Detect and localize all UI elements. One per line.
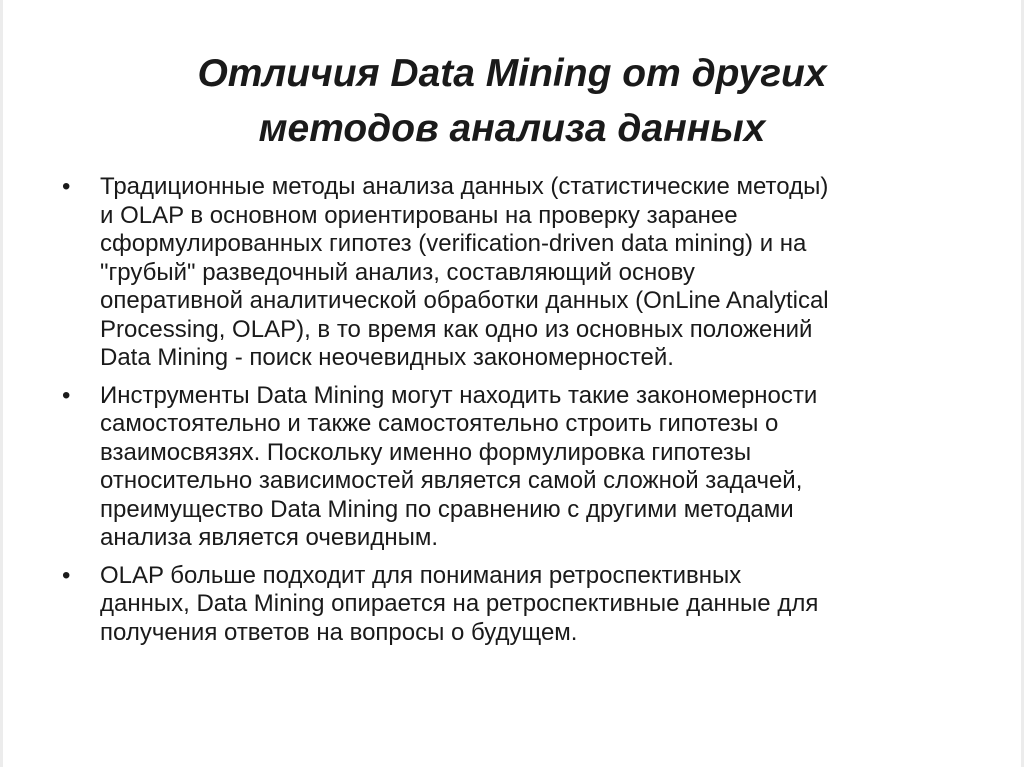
bullet-2-line-4: относительно зависимостей является самой сложной задачей, <box>100 467 803 494</box>
bullet-1-line-1: Традиционные методы анализа данных (статистические методы) <box>100 173 829 200</box>
bullet-3-line-1: OLAP больше подходит для понимания ретроспективных <box>100 561 742 589</box>
bullet-2-line-3: взаимосвязях. Поскольку именно формулировка гипотезы <box>100 438 752 466</box>
bullet-1-line-2: и OLAP в основном ориентированы на проверку заранее <box>100 201 738 229</box>
slide-title <box>60 46 964 156</box>
bullet-2-line-2: самостоятельно и также самостоятельно строить гипотезы о <box>100 410 779 437</box>
bullet-1-line-5: оперативной аналитической обработки данных (OnLine Analytical <box>100 287 829 314</box>
bullet-1-line-4: "грубый" разведочный анализ, составляющий основу <box>100 258 695 286</box>
bullet-2-line-6: анализа является очевидным. <box>100 524 439 551</box>
bullet-item-1 <box>62 173 982 373</box>
bullet-dot: • <box>62 381 71 409</box>
bullet-1-line-3: сформулированных гипотез (verification-driven data mining) и на <box>100 230 807 257</box>
bullet-3-line-3: получения ответов на вопросы о будущем. <box>100 618 578 646</box>
bullet-1-line-7: Data Mining - поиск неочевидных закономерностей. <box>100 344 674 371</box>
slide-title-line-2: методов анализа данных <box>258 107 766 150</box>
bullet-item-3 <box>62 562 982 648</box>
bullet-text-2 <box>100 382 982 553</box>
bullet-dot: • <box>62 173 71 200</box>
bullet-2-line-5: преимущество Data Mining по сравнению с другими методами <box>100 495 794 523</box>
bullet-text-3 <box>100 562 982 648</box>
bullet-1-line-6: Processing, OLAP), в то время как одно из основных положений <box>100 315 813 343</box>
bullet-text-1 <box>100 173 982 373</box>
bullet-item-2 <box>62 382 982 553</box>
slide-title-line-1: Отличия Data Mining от других <box>197 52 827 95</box>
bullet-3-line-2: данных, Data Mining опирается на ретроспективные данные для <box>100 590 819 617</box>
bullet-2-line-1: Инструменты Data Mining могут находить такие закономерности <box>100 381 818 409</box>
slide-left-edge <box>0 0 3 767</box>
bullet-dot: • <box>62 561 71 589</box>
bullet-list <box>62 173 982 656</box>
